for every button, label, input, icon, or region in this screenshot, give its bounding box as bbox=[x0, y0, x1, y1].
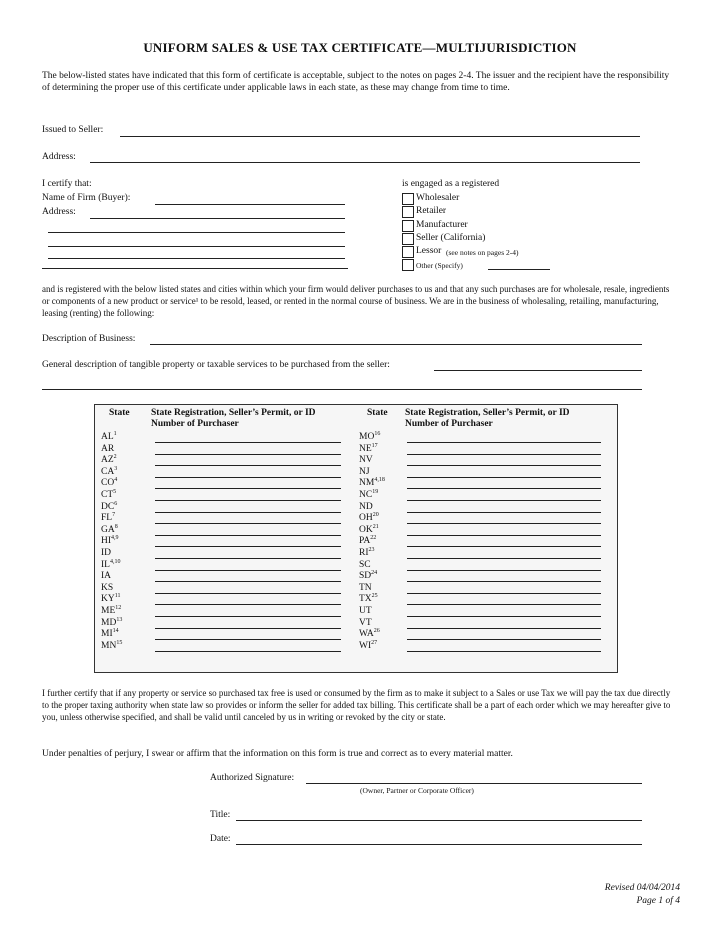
other-specify-field[interactable] bbox=[488, 269, 550, 270]
manufacturer-checkbox[interactable] bbox=[402, 220, 414, 232]
state-footnote-ref: 16 bbox=[374, 430, 381, 437]
further-certify-paragraph: I further certify that if any property or service so purchased tax free is used or consumed by the firm as to make it subject to a Sales or use Tax we will pay the tax due directly to the proper taxing authority when state law so provides or inform the seller for added tax billing. This certificate shall be a part of each order which we may hereafter give to you, unless otherwise specified, and shall be valid until canceled by us in writing or revoked by the city or state. bbox=[42, 688, 671, 722]
state-abbrev: NJ bbox=[359, 466, 370, 477]
state-abbrev: ID bbox=[101, 548, 112, 558]
state-code bbox=[359, 583, 372, 593]
state-code bbox=[359, 478, 385, 488]
seller-address-field[interactable] bbox=[90, 162, 640, 163]
state-code bbox=[101, 629, 119, 639]
buyer-address-field[interactable] bbox=[90, 218, 345, 219]
state-code bbox=[359, 455, 373, 465]
state-footnote-ref: 5 bbox=[113, 488, 117, 495]
state-footnote-ref: 13 bbox=[116, 616, 123, 623]
certify-label: I certify that: bbox=[42, 179, 92, 189]
retailer-label: Retailer bbox=[416, 206, 447, 216]
state-abbrev: NC bbox=[359, 490, 373, 500]
registration-column-header-right bbox=[405, 408, 570, 430]
state-code bbox=[359, 641, 377, 651]
state-abbrev: CA bbox=[101, 466, 115, 477]
state-code bbox=[101, 536, 119, 546]
registration-number-field[interactable] bbox=[407, 581, 601, 582]
general-description-line[interactable] bbox=[42, 389, 642, 390]
state-abbrev: UT bbox=[359, 606, 372, 616]
revised-date: Revised 04/04/2014 bbox=[604, 883, 680, 893]
state-column-header-right: State bbox=[367, 408, 388, 418]
state-footnote-ref: 4,9 bbox=[111, 535, 119, 542]
state-footnote-ref: 19 bbox=[372, 488, 379, 495]
state-code bbox=[359, 536, 376, 546]
state-footnote-ref: 8 bbox=[114, 523, 118, 530]
state-abbrev: TX bbox=[359, 594, 372, 605]
state-abbrev: HI bbox=[101, 536, 112, 547]
lessor-note: (see notes on pages 2-4) bbox=[446, 248, 519, 257]
buyer-address-line[interactable] bbox=[48, 246, 345, 247]
state-footnote-ref: 4,18 bbox=[374, 477, 385, 484]
firm-name-field[interactable] bbox=[155, 204, 345, 205]
state-code bbox=[101, 548, 111, 558]
registration-number-field[interactable] bbox=[407, 639, 601, 640]
state-code bbox=[101, 502, 117, 512]
state-code bbox=[101, 618, 122, 628]
engaged-label: is engaged as a registered bbox=[402, 179, 500, 189]
state-abbrev: VT bbox=[359, 617, 372, 628]
state-code bbox=[359, 571, 377, 581]
state-code bbox=[359, 432, 380, 442]
state-abbrev: CO bbox=[101, 478, 115, 489]
registration-number-field[interactable] bbox=[155, 616, 341, 617]
state-code bbox=[101, 583, 113, 593]
title-field[interactable] bbox=[236, 820, 642, 821]
state-abbrev: CT bbox=[101, 490, 114, 500]
state-abbrev: ND bbox=[359, 501, 373, 512]
state-abbrev: SC bbox=[359, 559, 371, 570]
state-code bbox=[359, 444, 378, 454]
registration-number-field[interactable] bbox=[407, 628, 601, 629]
state-code bbox=[359, 594, 378, 604]
state-footnote-ref: 4 bbox=[114, 477, 118, 484]
state-column-header-left: State bbox=[109, 408, 130, 418]
state-code bbox=[101, 444, 114, 454]
state-code bbox=[101, 432, 117, 442]
state-abbrev: RI bbox=[359, 548, 369, 558]
state-footnote-ref: 27 bbox=[371, 639, 378, 646]
registration-number-field[interactable] bbox=[155, 488, 341, 489]
signature-label: Authorized Signature: bbox=[210, 773, 295, 783]
registration-number-field[interactable] bbox=[407, 535, 601, 536]
state-abbrev: NE bbox=[359, 443, 372, 454]
description-business-label: Description of Business: bbox=[42, 334, 136, 344]
seller-california-label: Seller (California) bbox=[416, 233, 486, 243]
state-footnote-ref: 1 bbox=[113, 430, 117, 437]
perjury-statement: Under penalties of perjury, I swear or affirm that the information on this form is true and correct as to every material matter. bbox=[42, 749, 513, 759]
form-title: UNIFORM SALES & USE TAX CERTIFICATE—MULTIJURISDICTION bbox=[143, 40, 577, 55]
registration-number-field[interactable] bbox=[155, 454, 341, 455]
state-footnote-ref: 12 bbox=[115, 604, 122, 611]
state-abbrev: GA bbox=[101, 524, 115, 535]
buyer-address-label: Address: bbox=[42, 207, 76, 217]
registration-number-field[interactable] bbox=[407, 558, 601, 559]
registration-number-field[interactable] bbox=[407, 546, 601, 547]
general-description-label: General description of tangible property or taxable services to be purchased from the seller: bbox=[42, 360, 390, 370]
state-abbrev: MO bbox=[359, 432, 375, 442]
registration-number-field[interactable] bbox=[155, 628, 341, 629]
registration-number-field[interactable] bbox=[407, 454, 601, 455]
state-abbrev: SD bbox=[359, 571, 372, 582]
state-code bbox=[101, 594, 121, 604]
page-number: Page 1 of 4 bbox=[636, 896, 680, 906]
registration-number-field[interactable] bbox=[407, 500, 601, 501]
state-code bbox=[359, 502, 373, 512]
registration-number-field[interactable] bbox=[407, 523, 601, 524]
state-footnote-ref: 22 bbox=[370, 535, 377, 542]
buyer-address-line[interactable] bbox=[48, 232, 345, 233]
registration-number-field[interactable] bbox=[155, 593, 341, 594]
registration-number-field[interactable] bbox=[155, 535, 341, 536]
registration-number-field[interactable] bbox=[155, 477, 341, 478]
state-code bbox=[101, 606, 121, 616]
wholesaler-checkbox[interactable] bbox=[402, 193, 414, 205]
state-abbrev: OH bbox=[359, 513, 373, 524]
registration-number-field[interactable] bbox=[155, 512, 341, 513]
state-footnote-ref: 26 bbox=[373, 628, 380, 635]
state-footnote-ref: 7 bbox=[112, 512, 116, 519]
date-label: Date: bbox=[210, 834, 231, 844]
state-abbrev: AR bbox=[101, 443, 115, 454]
registration-number-field[interactable] bbox=[155, 604, 341, 605]
state-footnote-ref: 17 bbox=[371, 442, 378, 449]
state-registration-table bbox=[94, 404, 618, 673]
state-abbrev: NM bbox=[359, 478, 375, 489]
state-code bbox=[359, 629, 380, 639]
state-code bbox=[101, 467, 117, 477]
registration-number-field[interactable] bbox=[155, 639, 341, 640]
buyer-address-line[interactable] bbox=[48, 258, 345, 259]
description-business-field[interactable] bbox=[150, 344, 642, 345]
state-code bbox=[359, 525, 379, 535]
state-code bbox=[359, 560, 371, 570]
state-code bbox=[101, 513, 115, 523]
state-abbrev: TN bbox=[359, 582, 372, 593]
state-code bbox=[101, 490, 116, 500]
state-abbrev: AZ bbox=[101, 455, 114, 466]
registration-number-field[interactable] bbox=[155, 465, 341, 466]
signature-note: (Owner, Partner or Corporate Officer) bbox=[360, 786, 474, 795]
registration-number-field[interactable] bbox=[407, 512, 601, 513]
state-footnote-ref: 4,10 bbox=[109, 558, 121, 565]
registration-number-field[interactable] bbox=[155, 500, 341, 501]
state-footnote-ref: 6 bbox=[114, 500, 118, 507]
state-footnote-ref: 20 bbox=[372, 512, 379, 519]
state-code bbox=[101, 560, 120, 570]
state-abbrev: MI bbox=[101, 629, 113, 640]
registration-number-field[interactable] bbox=[155, 558, 341, 559]
state-abbrev: ME bbox=[101, 606, 116, 616]
state-code bbox=[101, 641, 122, 651]
firm-name-label: Name of Firm (Buyer): bbox=[42, 193, 131, 203]
registration-number-field[interactable] bbox=[407, 651, 601, 652]
registration-number-field[interactable] bbox=[407, 442, 601, 443]
date-field[interactable] bbox=[236, 844, 642, 845]
state-code bbox=[359, 618, 372, 628]
registered-paragraph: and is registered with the below listed states and cities within which your firm would deliver purchases to us and that any such purchases are for wholesale, resale, ingredients or components of a new product or service¹ to be resold, leased, or rented in the normal course of business. We are in the business of wholesaling, retailing, manufacturing, leasing (renting) the following: bbox=[42, 284, 670, 318]
state-footnote-ref: 14 bbox=[112, 628, 119, 635]
buyer-address-line[interactable] bbox=[42, 268, 348, 269]
wholesaler-label: Wholesaler bbox=[416, 193, 460, 203]
state-abbrev: MN bbox=[101, 640, 117, 651]
state-abbrev: AL bbox=[101, 432, 114, 442]
state-footnote-ref: 3 bbox=[114, 465, 118, 472]
state-abbrev: NV bbox=[359, 455, 373, 466]
general-description-field[interactable] bbox=[434, 370, 642, 371]
registration-header-line1: State Registration, Seller’s Permit, or ID bbox=[405, 408, 570, 418]
state-abbrev: MD bbox=[101, 617, 117, 628]
state-abbrev: OK bbox=[359, 524, 373, 535]
registration-number-field[interactable] bbox=[407, 477, 601, 478]
state-footnote-ref: 11 bbox=[114, 593, 121, 600]
other-label: Other (Specify) bbox=[416, 261, 463, 270]
registration-number-field[interactable] bbox=[155, 523, 341, 524]
registration-header-line2: Number of Purchaser bbox=[151, 419, 239, 429]
state-abbrev: KS bbox=[101, 582, 114, 593]
state-abbrev: WI bbox=[359, 640, 372, 651]
other-checkbox[interactable] bbox=[402, 259, 414, 271]
state-code bbox=[101, 455, 117, 465]
state-footnote-ref: 23 bbox=[368, 546, 375, 553]
state-abbrev: IA bbox=[101, 571, 112, 582]
state-footnote-ref: 25 bbox=[371, 593, 378, 600]
registration-number-field[interactable] bbox=[407, 488, 601, 489]
registration-number-field[interactable] bbox=[155, 546, 341, 547]
state-footnote-ref: 15 bbox=[116, 639, 123, 646]
title-label: Title: bbox=[210, 810, 231, 820]
state-code bbox=[359, 467, 370, 477]
state-abbrev: DC bbox=[101, 501, 115, 512]
registration-number-field[interactable] bbox=[155, 651, 341, 652]
state-abbrev: KY bbox=[101, 594, 115, 605]
manufacturer-label: Manufacturer bbox=[416, 220, 468, 230]
state-footnote-ref: 24 bbox=[371, 570, 378, 577]
state-code bbox=[359, 606, 372, 616]
registration-number-field[interactable] bbox=[407, 593, 601, 594]
state-abbrev: PA bbox=[359, 536, 371, 547]
registration-header-line1: State Registration, Seller’s Permit, or ID bbox=[151, 408, 316, 418]
state-abbrev: WA bbox=[359, 629, 374, 640]
state-code bbox=[101, 478, 117, 488]
seller-california-checkbox[interactable] bbox=[402, 233, 414, 245]
state-code bbox=[101, 571, 111, 581]
issued-to-seller-field[interactable] bbox=[120, 136, 640, 137]
state-code bbox=[101, 525, 118, 535]
registration-number-field[interactable] bbox=[407, 616, 601, 617]
registration-number-field[interactable] bbox=[155, 442, 341, 443]
registration-column-header-left bbox=[151, 408, 316, 430]
state-footnote-ref: 2 bbox=[113, 454, 117, 461]
registration-number-field[interactable] bbox=[407, 570, 601, 571]
registration-number-field[interactable] bbox=[407, 465, 601, 466]
issued-to-seller-label: Issued to Seller: bbox=[42, 125, 104, 135]
intro-paragraph: The below-listed states have indicated that this form of certificate is acceptable, subject to the notes on pages 2-4. The issuer and the recipient have the responsibility of determining the proper use of this certificate under applicable laws in each state, as these may change from time to time. bbox=[42, 71, 670, 93]
retailer-checkbox[interactable] bbox=[402, 206, 414, 218]
state-abbrev: IL bbox=[101, 559, 110, 570]
registration-header-line2: Number of Purchaser bbox=[405, 419, 493, 429]
registration-number-field[interactable] bbox=[407, 604, 601, 605]
state-code bbox=[359, 490, 378, 500]
signature-field[interactable] bbox=[306, 783, 642, 784]
seller-address-label: Address: bbox=[42, 152, 76, 162]
state-code bbox=[359, 513, 379, 523]
state-abbrev: FL bbox=[101, 513, 113, 524]
lessor-label: Lessor bbox=[416, 246, 442, 256]
state-code bbox=[359, 548, 375, 558]
registration-number-field[interactable] bbox=[155, 581, 341, 582]
registration-number-field[interactable] bbox=[155, 570, 341, 571]
lessor-checkbox[interactable] bbox=[402, 246, 414, 258]
state-footnote-ref: 21 bbox=[372, 523, 379, 530]
